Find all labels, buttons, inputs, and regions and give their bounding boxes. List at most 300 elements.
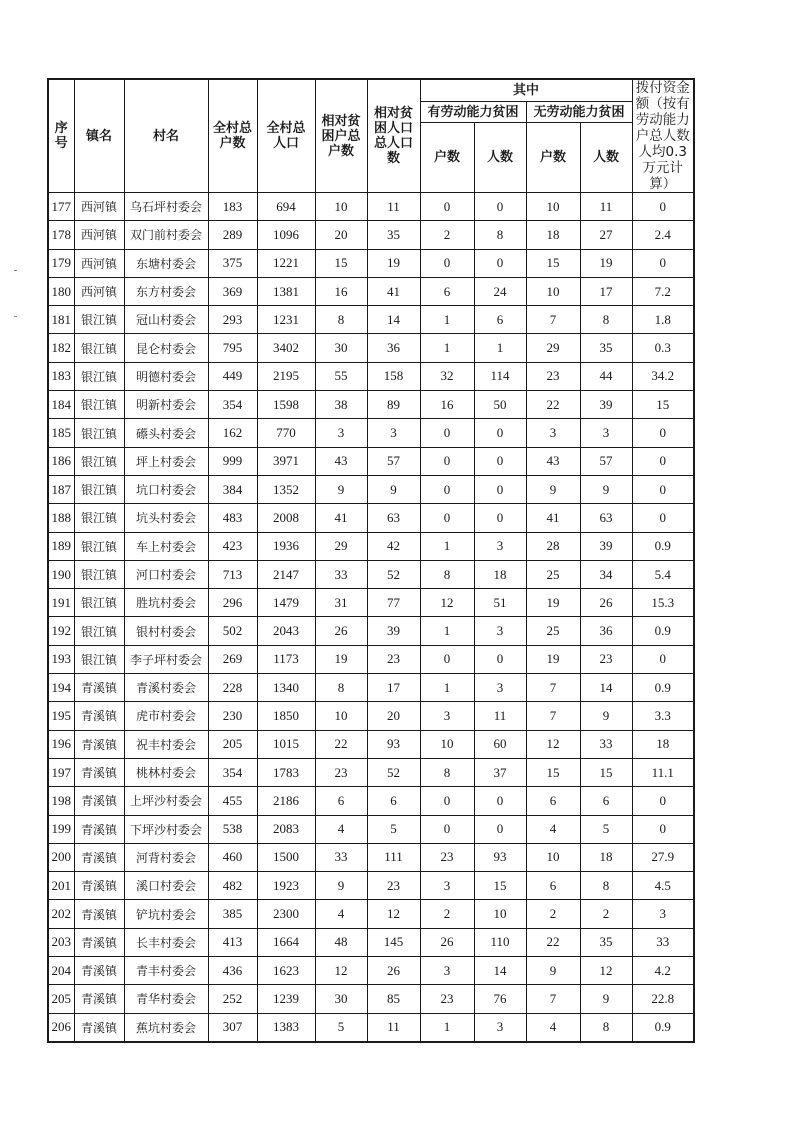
town-cell: 西河镇 — [74, 249, 124, 277]
without-labor-persons-cell: 8 — [580, 306, 632, 334]
town-cell: 银江镇 — [74, 617, 124, 645]
total-population-cell: 2008 — [257, 504, 315, 532]
seq-cell: 191 — [48, 589, 74, 617]
total-population-cell: 2043 — [257, 617, 315, 645]
town-cell: 青溪镇 — [74, 900, 124, 928]
seq-cell: 184 — [48, 391, 74, 419]
seq-cell: 203 — [48, 928, 74, 956]
poor-population-cell: 89 — [367, 391, 420, 419]
seq-cell: 198 — [48, 787, 74, 815]
table-row — [48, 787, 694, 815]
seq-cell: 186 — [48, 447, 74, 475]
fund-cell: 0.9 — [632, 617, 694, 645]
with-labor-persons-cell: 14 — [474, 957, 526, 985]
village-cell: 坪上村委会 — [124, 447, 208, 475]
with-labor-households-cell: 3 — [420, 872, 474, 900]
total-population-cell: 1923 — [257, 872, 315, 900]
poor-population-cell: 5 — [367, 815, 420, 843]
without-labor-households-cell: 29 — [526, 334, 580, 362]
table-row — [48, 617, 694, 645]
poor-households-cell: 6 — [315, 787, 367, 815]
fund-cell: 0 — [632, 419, 694, 447]
village-cell: 溪口村委会 — [124, 872, 208, 900]
without-labor-households-cell: 10 — [526, 193, 580, 221]
without-labor-persons-cell: 8 — [580, 1013, 632, 1042]
poor-population-cell: 23 — [367, 872, 420, 900]
poor-population-cell: 52 — [367, 560, 420, 588]
poor-households-cell: 41 — [315, 504, 367, 532]
without-labor-households-cell: 10 — [526, 277, 580, 305]
fund-cell: 0.9 — [632, 1013, 694, 1042]
header-total-households: 全村总户数 — [208, 79, 257, 193]
poor-households-cell: 22 — [315, 730, 367, 758]
poor-population-cell: 11 — [367, 193, 420, 221]
poor-population-cell: 93 — [367, 730, 420, 758]
table-row — [48, 985, 694, 1013]
total-population-cell: 1623 — [257, 957, 315, 985]
with-labor-households-cell: 1 — [420, 617, 474, 645]
table-row — [48, 674, 694, 702]
fund-cell: 0 — [632, 815, 694, 843]
town-cell: 青溪镇 — [74, 787, 124, 815]
total-population-cell: 1173 — [257, 645, 315, 673]
poor-households-cell: 4 — [315, 900, 367, 928]
total-households-cell: 369 — [208, 277, 257, 305]
seq-cell: 179 — [48, 249, 74, 277]
with-labor-persons-cell: 10 — [474, 900, 526, 928]
total-households-cell: 483 — [208, 504, 257, 532]
with-labor-persons-cell: 1 — [474, 334, 526, 362]
town-cell: 银江镇 — [74, 589, 124, 617]
scan-mark — [14, 270, 17, 271]
fund-cell: 22.8 — [632, 985, 694, 1013]
without-labor-persons-cell: 5 — [580, 815, 632, 843]
fund-cell: 11.1 — [632, 758, 694, 786]
with-labor-households-cell: 2 — [420, 221, 474, 249]
header-with-labor-households: 户数 — [420, 123, 474, 193]
town-cell: 银江镇 — [74, 504, 124, 532]
town-cell: 银江镇 — [74, 645, 124, 673]
with-labor-persons-cell: 51 — [474, 589, 526, 617]
fund-cell: 0 — [632, 504, 694, 532]
town-cell: 青溪镇 — [74, 928, 124, 956]
with-labor-households-cell: 10 — [420, 730, 474, 758]
town-cell: 青溪镇 — [74, 815, 124, 843]
village-cell: 昆仑村委会 — [124, 334, 208, 362]
table-row — [48, 475, 694, 503]
with-labor-persons-cell: 0 — [474, 815, 526, 843]
poor-population-cell: 9 — [367, 475, 420, 503]
seq-cell: 196 — [48, 730, 74, 758]
table-row — [48, 447, 694, 475]
poor-households-cell: 31 — [315, 589, 367, 617]
fund-cell: 27.9 — [632, 843, 694, 871]
total-population-cell: 1096 — [257, 221, 315, 249]
with-labor-households-cell: 6 — [420, 277, 474, 305]
header-with-labor: 有劳动能力贫困 — [420, 101, 526, 122]
fund-cell: 3 — [632, 900, 694, 928]
without-labor-persons-cell: 14 — [580, 674, 632, 702]
poor-population-cell: 158 — [367, 362, 420, 390]
header-fund: 拨付资金额（按有劳动能力户总人数人均0.3万元计算） — [632, 79, 694, 193]
fund-cell: 0 — [632, 645, 694, 673]
fund-cell: 0 — [632, 193, 694, 221]
without-labor-households-cell: 10 — [526, 843, 580, 871]
without-labor-persons-cell: 35 — [580, 334, 632, 362]
total-households-cell: 385 — [208, 900, 257, 928]
village-cell: 长丰村委会 — [124, 928, 208, 956]
fund-cell: 34.2 — [632, 362, 694, 390]
fund-cell: 4.5 — [632, 872, 694, 900]
with-labor-households-cell: 3 — [420, 957, 474, 985]
town-cell: 西河镇 — [74, 277, 124, 305]
village-cell: 青溪村委会 — [124, 674, 208, 702]
total-population-cell: 1479 — [257, 589, 315, 617]
with-labor-households-cell: 0 — [420, 419, 474, 447]
without-labor-persons-cell: 27 — [580, 221, 632, 249]
poor-households-cell: 48 — [315, 928, 367, 956]
without-labor-households-cell: 19 — [526, 645, 580, 673]
without-labor-households-cell: 6 — [526, 787, 580, 815]
total-households-cell: 354 — [208, 758, 257, 786]
without-labor-households-cell: 25 — [526, 617, 580, 645]
without-labor-persons-cell: 44 — [580, 362, 632, 390]
header-seq: 序号 — [48, 79, 74, 193]
village-cell: 冠山村委会 — [124, 306, 208, 334]
total-population-cell: 2195 — [257, 362, 315, 390]
total-population-cell: 1500 — [257, 843, 315, 871]
fund-cell: 1.8 — [632, 306, 694, 334]
total-population-cell: 2147 — [257, 560, 315, 588]
table-row — [48, 645, 694, 673]
town-cell: 银江镇 — [74, 475, 124, 503]
with-labor-persons-cell: 0 — [474, 645, 526, 673]
village-cell: 虎市村委会 — [124, 702, 208, 730]
without-labor-persons-cell: 34 — [580, 560, 632, 588]
scan-mark — [14, 316, 17, 317]
without-labor-persons-cell: 9 — [580, 985, 632, 1013]
poor-households-cell: 30 — [315, 985, 367, 1013]
poor-households-cell: 8 — [315, 674, 367, 702]
without-labor-persons-cell: 8 — [580, 872, 632, 900]
with-labor-households-cell: 0 — [420, 447, 474, 475]
village-cell: 祝丰村委会 — [124, 730, 208, 758]
seq-cell: 197 — [48, 758, 74, 786]
with-labor-households-cell: 1 — [420, 1013, 474, 1042]
total-households-cell: 999 — [208, 447, 257, 475]
village-cell: 河背村委会 — [124, 843, 208, 871]
with-labor-households-cell: 12 — [420, 589, 474, 617]
seq-cell: 182 — [48, 334, 74, 362]
without-labor-households-cell: 12 — [526, 730, 580, 758]
total-population-cell: 1239 — [257, 985, 315, 1013]
table-row — [48, 957, 694, 985]
without-labor-persons-cell: 39 — [580, 391, 632, 419]
table-row — [48, 1013, 694, 1042]
with-labor-persons-cell: 3 — [474, 1013, 526, 1042]
with-labor-persons-cell: 110 — [474, 928, 526, 956]
fund-cell: 0.9 — [632, 674, 694, 702]
table-row — [48, 504, 694, 532]
poor-population-cell: 145 — [367, 928, 420, 956]
town-cell: 青溪镇 — [74, 957, 124, 985]
poor-households-cell: 29 — [315, 532, 367, 560]
without-labor-persons-cell: 9 — [580, 475, 632, 503]
table-row — [48, 843, 694, 871]
poor-households-cell: 10 — [315, 193, 367, 221]
table-row — [48, 872, 694, 900]
with-labor-households-cell: 8 — [420, 560, 474, 588]
town-cell: 银江镇 — [74, 447, 124, 475]
town-cell: 银江镇 — [74, 362, 124, 390]
without-labor-households-cell: 2 — [526, 900, 580, 928]
without-labor-households-cell: 4 — [526, 815, 580, 843]
seq-cell: 205 — [48, 985, 74, 1013]
table-row — [48, 277, 694, 305]
town-cell: 银江镇 — [74, 560, 124, 588]
town-cell: 青溪镇 — [74, 702, 124, 730]
table-row — [48, 193, 694, 221]
seq-cell: 200 — [48, 843, 74, 871]
village-cell: 乌石坪村委会 — [124, 193, 208, 221]
with-labor-households-cell: 23 — [420, 985, 474, 1013]
table-row — [48, 419, 694, 447]
without-labor-households-cell: 4 — [526, 1013, 580, 1042]
with-labor-households-cell: 32 — [420, 362, 474, 390]
table-body — [48, 193, 694, 1042]
total-households-cell: 384 — [208, 475, 257, 503]
with-labor-persons-cell: 11 — [474, 702, 526, 730]
village-cell: 坑头村委会 — [124, 504, 208, 532]
total-households-cell: 455 — [208, 787, 257, 815]
table-row — [48, 900, 694, 928]
poor-population-cell: 3 — [367, 419, 420, 447]
without-labor-persons-cell: 57 — [580, 447, 632, 475]
total-households-cell: 230 — [208, 702, 257, 730]
fund-cell: 33 — [632, 928, 694, 956]
town-cell: 青溪镇 — [74, 843, 124, 871]
table-row — [48, 334, 694, 362]
with-labor-households-cell: 2 — [420, 900, 474, 928]
town-cell: 银江镇 — [74, 306, 124, 334]
with-labor-persons-cell: 0 — [474, 787, 526, 815]
town-cell: 西河镇 — [74, 193, 124, 221]
without-labor-persons-cell: 23 — [580, 645, 632, 673]
header-among: 其中 — [420, 79, 632, 101]
with-labor-persons-cell: 24 — [474, 277, 526, 305]
village-cell: 桃林村委会 — [124, 758, 208, 786]
header-poor-households: 相对贫困户总户数 — [315, 79, 367, 193]
poor-households-cell: 33 — [315, 560, 367, 588]
without-labor-households-cell: 7 — [526, 674, 580, 702]
fund-cell: 15.3 — [632, 589, 694, 617]
seq-cell: 177 — [48, 193, 74, 221]
without-labor-persons-cell: 35 — [580, 928, 632, 956]
town-cell: 青溪镇 — [74, 985, 124, 1013]
header-without-labor-persons: 人数 — [580, 123, 632, 193]
town-cell: 青溪镇 — [74, 730, 124, 758]
seq-cell: 192 — [48, 617, 74, 645]
village-cell: 坑口村委会 — [124, 475, 208, 503]
table-row — [48, 306, 694, 334]
header-with-labor-persons: 人数 — [474, 123, 526, 193]
with-labor-persons-cell: 3 — [474, 617, 526, 645]
total-population-cell: 1221 — [257, 249, 315, 277]
seq-cell: 193 — [48, 645, 74, 673]
total-households-cell: 795 — [208, 334, 257, 362]
with-labor-households-cell: 16 — [420, 391, 474, 419]
total-households-cell: 460 — [208, 843, 257, 871]
without-labor-households-cell: 9 — [526, 475, 580, 503]
fund-cell: 0.9 — [632, 532, 694, 560]
without-labor-persons-cell: 33 — [580, 730, 632, 758]
town-cell: 青溪镇 — [74, 1013, 124, 1042]
poor-households-cell: 15 — [315, 249, 367, 277]
header-poor-population: 相对贫困人口总人口数 — [367, 79, 420, 193]
total-population-cell: 694 — [257, 193, 315, 221]
total-households-cell: 293 — [208, 306, 257, 334]
poor-population-cell: 14 — [367, 306, 420, 334]
poor-households-cell: 19 — [315, 645, 367, 673]
poor-households-cell: 9 — [315, 475, 367, 503]
village-cell: 下坪沙村委会 — [124, 815, 208, 843]
without-labor-households-cell: 22 — [526, 391, 580, 419]
table-row — [48, 221, 694, 249]
with-labor-persons-cell: 15 — [474, 872, 526, 900]
village-cell: 河口村委会 — [124, 560, 208, 588]
seq-cell: 183 — [48, 362, 74, 390]
seq-cell: 178 — [48, 221, 74, 249]
with-labor-households-cell: 1 — [420, 334, 474, 362]
seq-cell: 188 — [48, 504, 74, 532]
table-header — [48, 79, 694, 193]
poor-households-cell: 10 — [315, 702, 367, 730]
table-row — [48, 249, 694, 277]
total-population-cell: 1598 — [257, 391, 315, 419]
poor-population-cell: 36 — [367, 334, 420, 362]
with-labor-households-cell: 3 — [420, 702, 474, 730]
with-labor-persons-cell: 8 — [474, 221, 526, 249]
table-row — [48, 730, 694, 758]
without-labor-households-cell: 15 — [526, 758, 580, 786]
total-population-cell: 1936 — [257, 532, 315, 560]
total-households-cell: 502 — [208, 617, 257, 645]
with-labor-persons-cell: 76 — [474, 985, 526, 1013]
fund-cell: 0 — [632, 787, 694, 815]
total-population-cell: 1381 — [257, 277, 315, 305]
total-households-cell: 449 — [208, 362, 257, 390]
without-labor-households-cell: 23 — [526, 362, 580, 390]
without-labor-households-cell: 7 — [526, 702, 580, 730]
poor-population-cell: 77 — [367, 589, 420, 617]
poor-population-cell: 26 — [367, 957, 420, 985]
without-labor-households-cell: 3 — [526, 419, 580, 447]
with-labor-households-cell: 1 — [420, 306, 474, 334]
seq-cell: 185 — [48, 419, 74, 447]
without-labor-households-cell: 25 — [526, 560, 580, 588]
poor-population-cell: 42 — [367, 532, 420, 560]
total-households-cell: 436 — [208, 957, 257, 985]
table-row — [48, 589, 694, 617]
total-population-cell: 2083 — [257, 815, 315, 843]
village-cell: 青丰村委会 — [124, 957, 208, 985]
header-without-labor: 无劳动能力贫困 — [526, 101, 632, 122]
with-labor-persons-cell: 114 — [474, 362, 526, 390]
total-population-cell: 1783 — [257, 758, 315, 786]
fund-cell: 5.4 — [632, 560, 694, 588]
poor-households-cell: 5 — [315, 1013, 367, 1042]
with-labor-households-cell: 0 — [420, 193, 474, 221]
total-population-cell: 2186 — [257, 787, 315, 815]
with-labor-persons-cell: 50 — [474, 391, 526, 419]
village-cell: 铲坑村委会 — [124, 900, 208, 928]
with-labor-persons-cell: 3 — [474, 532, 526, 560]
seq-cell: 180 — [48, 277, 74, 305]
poor-households-cell: 26 — [315, 617, 367, 645]
table-row — [48, 560, 694, 588]
poor-population-cell: 111 — [367, 843, 420, 871]
fund-cell: 3.3 — [632, 702, 694, 730]
fund-cell: 0.3 — [632, 334, 694, 362]
without-labor-households-cell: 19 — [526, 589, 580, 617]
fund-cell: 4.2 — [632, 957, 694, 985]
total-households-cell: 713 — [208, 560, 257, 588]
without-labor-persons-cell: 6 — [580, 787, 632, 815]
with-labor-persons-cell: 0 — [474, 447, 526, 475]
total-population-cell: 770 — [257, 419, 315, 447]
seq-cell: 199 — [48, 815, 74, 843]
total-population-cell: 3971 — [257, 447, 315, 475]
village-cell: 东方村委会 — [124, 277, 208, 305]
poor-households-cell: 16 — [315, 277, 367, 305]
village-cell: 双门前村委会 — [124, 221, 208, 249]
table-row — [48, 815, 694, 843]
poor-population-cell: 85 — [367, 985, 420, 1013]
poverty-fund-table — [47, 78, 695, 1043]
poor-households-cell: 23 — [315, 758, 367, 786]
fund-cell: 15 — [632, 391, 694, 419]
without-labor-persons-cell: 63 — [580, 504, 632, 532]
total-households-cell: 228 — [208, 674, 257, 702]
poor-households-cell: 4 — [315, 815, 367, 843]
without-labor-households-cell: 18 — [526, 221, 580, 249]
poor-households-cell: 3 — [315, 419, 367, 447]
total-households-cell: 307 — [208, 1013, 257, 1042]
without-labor-households-cell: 9 — [526, 957, 580, 985]
town-cell: 青溪镇 — [74, 872, 124, 900]
seq-cell: 204 — [48, 957, 74, 985]
total-households-cell: 252 — [208, 985, 257, 1013]
village-cell: 车上村委会 — [124, 532, 208, 560]
with-labor-households-cell: 1 — [420, 674, 474, 702]
with-labor-households-cell: 0 — [420, 249, 474, 277]
poor-population-cell: 35 — [367, 221, 420, 249]
total-households-cell: 354 — [208, 391, 257, 419]
header-village: 村名 — [124, 79, 208, 193]
town-cell: 银江镇 — [74, 334, 124, 362]
without-labor-persons-cell: 26 — [580, 589, 632, 617]
header-total-population: 全村总人口 — [257, 79, 315, 193]
total-households-cell: 205 — [208, 730, 257, 758]
total-households-cell: 269 — [208, 645, 257, 673]
poor-households-cell: 55 — [315, 362, 367, 390]
without-labor-persons-cell: 11 — [580, 193, 632, 221]
village-cell: 李子坪村委会 — [124, 645, 208, 673]
table-row — [48, 702, 694, 730]
total-population-cell: 1015 — [257, 730, 315, 758]
table-row — [48, 928, 694, 956]
with-labor-persons-cell: 60 — [474, 730, 526, 758]
